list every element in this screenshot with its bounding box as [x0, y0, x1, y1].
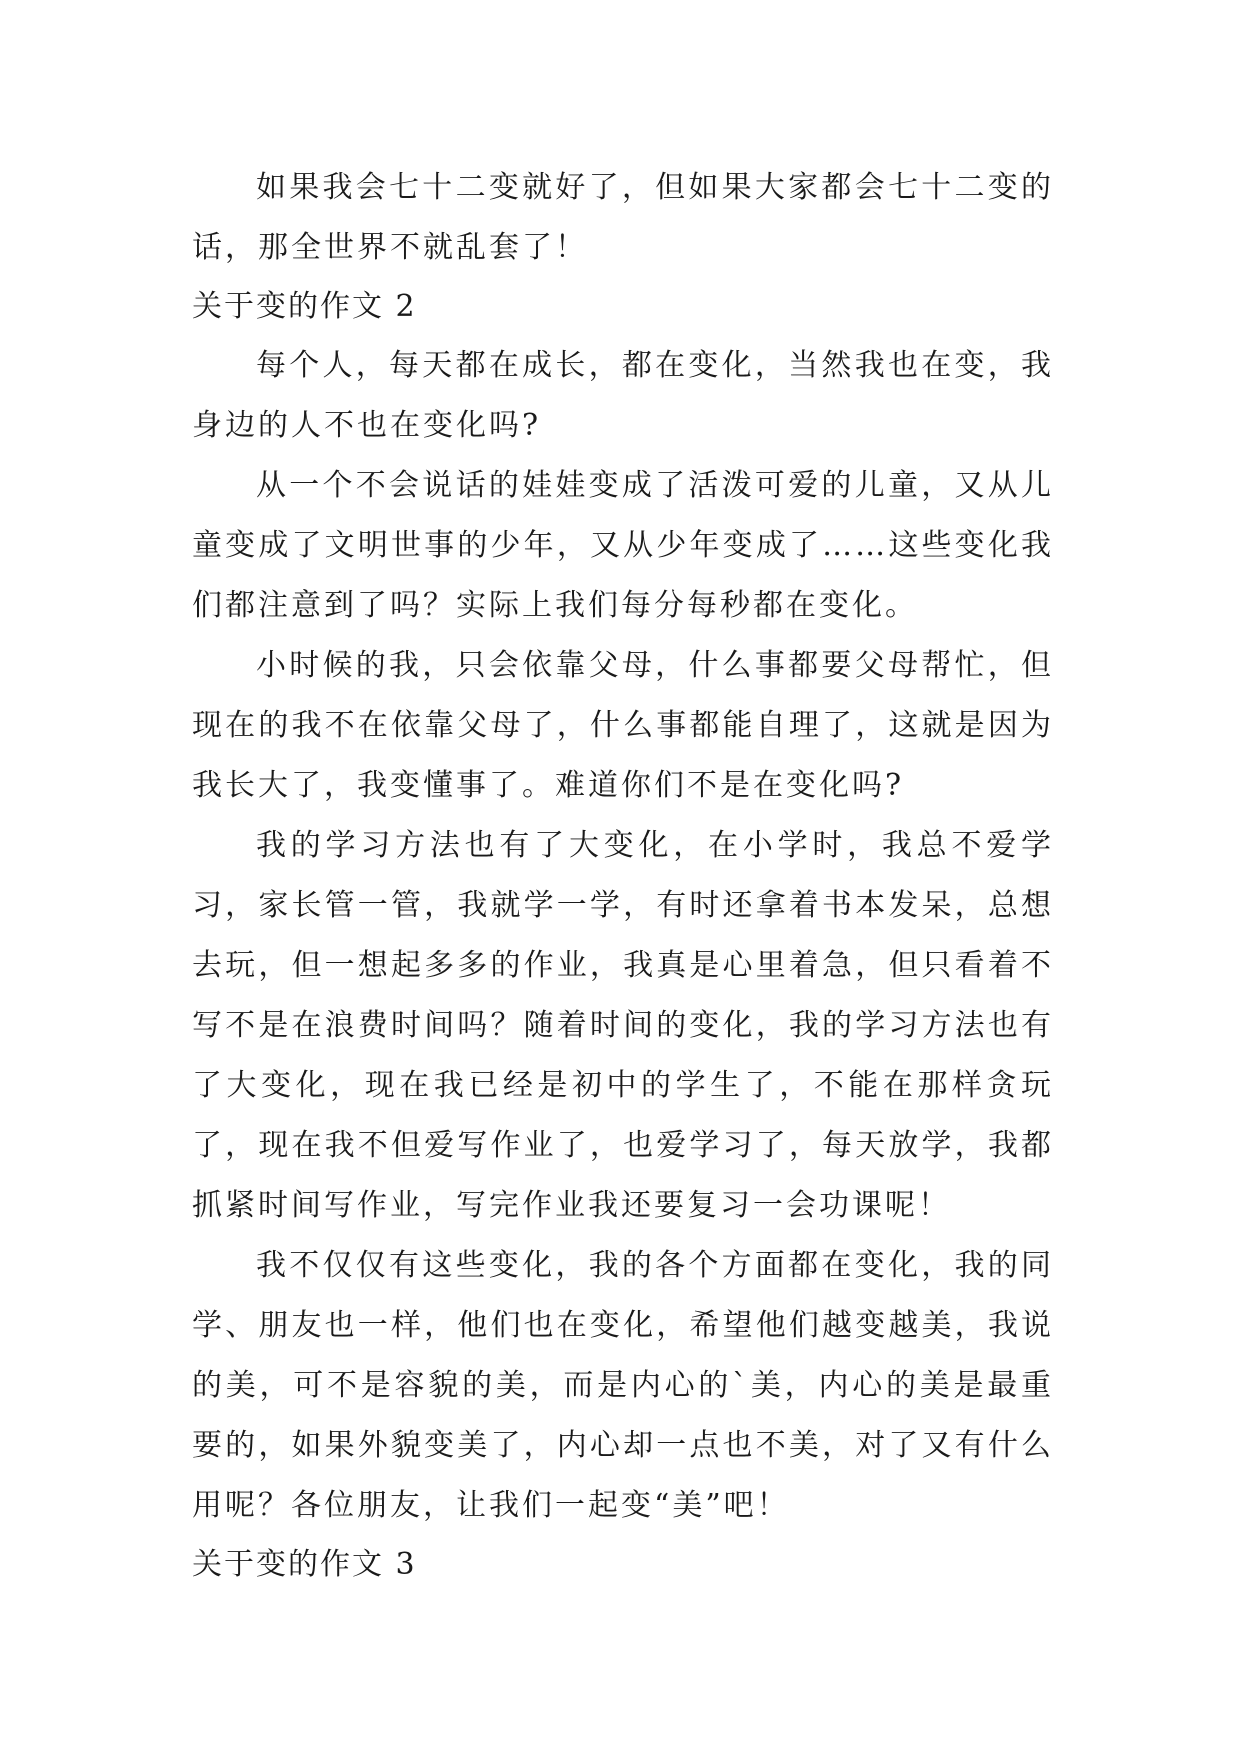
paragraph-1: 每个人，每天都在成长，都在变化，当然我也在变，我身边的人不也在变化吗?: [192, 348, 1054, 443]
paragraph-intro: 如果我会七十二变就好了，但如果大家都会七十二变的话，那全世界不就乱套了！: [192, 170, 1054, 265]
document-page: [192, 158, 1054, 1594]
paragraph-4: 我的学习方法也有了大变化，在小学时，我总不爱学习，家长管一管，我就学一学，有时还拿着书本发呆，总想去玩，但一想起多多的作业，我真是心里着急，但只看着不写不是在浪费时间吗？随着时间的变化，我的学习方法也有了大变化，现在我已经是初中的学生了，不能在那样贪玩了，现在我不但爱写作业了，也爱学习了，每天放学，我都抓紧时间写作业，写完作业我还要复习一会功课呢！: [192, 828, 1054, 1223]
paragraph-2: 从一个不会说话的娃娃变成了活泼可爱的儿童，又从儿童变成了文明世事的少年，又从少年变成了……这些变化我们都注意到了吗？实际上我们每分每秒都在变化。: [192, 468, 1054, 623]
paragraph-3: 小时候的我，只会依靠父母，什么事都要父母帮忙，但现在的我不在依靠父母了，什么事都能自理了，这就是因为我长大了，我变懂事了。难道你们不是在变化吗?: [192, 648, 1054, 803]
essay-heading-3: 关于变的作文 3: [192, 1547, 417, 1582]
essay-heading-2: 关于变的作文 2: [192, 289, 417, 324]
paragraph-5: 我不仅仅有这些变化，我的各个方面都在变化，我的同学、朋友也一样，他们也在变化，希望他们越变越美，我说的美，可不是容貌的美，而是内心的`美，内心的美是最重要的，如果外貌变美了，内心却一点也不美，对了又有什么用呢？各位朋友，让我们一起变“美”吧！: [192, 1248, 1054, 1523]
